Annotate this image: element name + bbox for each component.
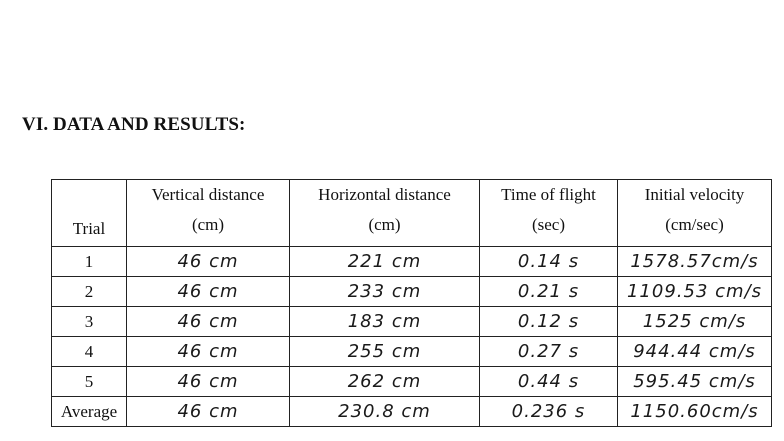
header-trial [52, 180, 127, 247]
vertical-cell: 46 cm [127, 397, 290, 427]
trial-cell: 4 [52, 337, 127, 367]
vertical-cell: 46 cm [127, 367, 290, 397]
vertical-cell: 46 cm [127, 307, 290, 337]
time-cell: 0.44 s [480, 367, 618, 397]
horizontal-cell: 221 cm [290, 247, 480, 277]
header-velocity [618, 180, 772, 247]
time-cell: 0.14 s [480, 247, 618, 277]
horizontal-cell: 183 cm [290, 307, 480, 337]
header-vertical-title: Vertical distance [151, 185, 265, 204]
trial-cell: 2 [52, 277, 127, 307]
header-velocity-unit: (cm/sec) [665, 215, 724, 234]
time-cell: 0.21 s [480, 277, 618, 307]
table-row [52, 247, 772, 277]
header-row [52, 180, 772, 247]
velocity-cell: 1109.53 cm/s [618, 277, 772, 307]
trial-cell: Average [52, 397, 127, 427]
table-row-average [52, 397, 772, 427]
header-horizontal-title: Horizontal distance [318, 185, 451, 204]
header-velocity-title: Initial velocity [644, 185, 745, 204]
header-time [480, 180, 618, 247]
header-horizontal-unit: (cm) [368, 215, 401, 234]
table-row [52, 307, 772, 337]
vertical-cell: 46 cm [127, 277, 290, 307]
time-cell: 0.236 s [480, 397, 618, 427]
velocity-cell: 1525 cm/s [618, 307, 772, 337]
horizontal-cell: 233 cm [290, 277, 480, 307]
trial-cell: 5 [52, 367, 127, 397]
table-row [52, 277, 772, 307]
velocity-cell: 595.45 cm/s [618, 367, 772, 397]
table-row [52, 337, 772, 367]
velocity-cell: 944.44 cm/s [618, 337, 772, 367]
vertical-cell: 46 cm [127, 247, 290, 277]
vertical-cell: 46 cm [127, 337, 290, 367]
header-vertical [127, 180, 290, 247]
table-row [52, 367, 772, 397]
header-horizontal [290, 180, 480, 247]
velocity-cell: 1150.60cm/s [618, 397, 772, 427]
trial-cell: 3 [52, 307, 127, 337]
velocity-cell: 1578.57cm/s [618, 247, 772, 277]
header-time-title: Time of flight [501, 185, 596, 204]
header-vertical-unit: (cm) [191, 215, 225, 234]
horizontal-cell: 262 cm [290, 367, 480, 397]
header-time-unit: (sec) [531, 215, 566, 234]
trial-cell: 1 [52, 247, 127, 277]
time-cell: 0.27 s [480, 337, 618, 367]
horizontal-cell: 230.8 cm [290, 397, 480, 427]
section-title: VI. DATA AND RESULTS: [22, 114, 246, 135]
horizontal-cell: 255 cm [290, 337, 480, 367]
header-trial-label: Trial [72, 219, 106, 238]
results-table [51, 179, 772, 427]
time-cell: 0.12 s [480, 307, 618, 337]
